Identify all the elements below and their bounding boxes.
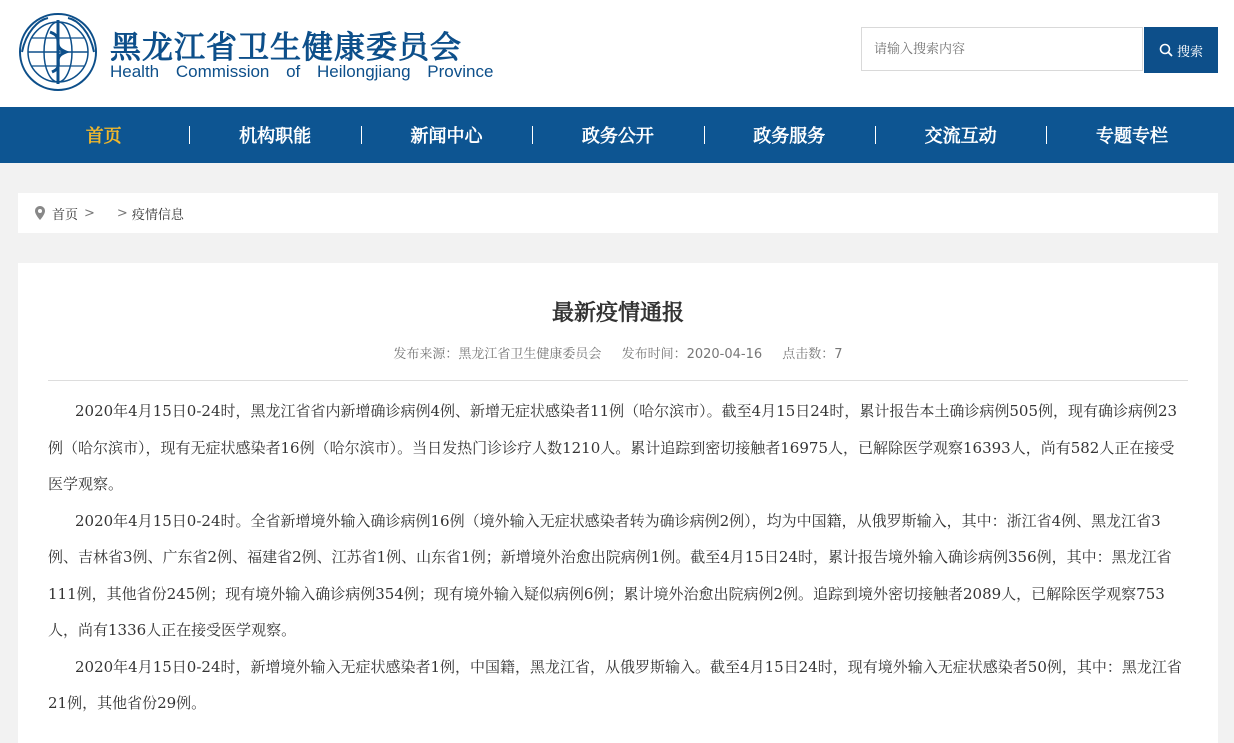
article-source: 发布来源：黑龙江省卫生健康委员会 [393, 347, 602, 362]
search-icon [1159, 43, 1173, 57]
article-paragraph: 2020年4月15日0-24时，新增境外输入无症状感染者1例，中国籍，黑龙江省，从俄罗斯输入。截至4月15日24时，现有境外输入无症状感染者50例，其中：黑龙江省21例，其他省份29例。 [48, 657, 1182, 712]
article-container [18, 263, 1218, 743]
divider [48, 380, 1188, 381]
breadcrumb-current[interactable]: 疫情信息 [131, 207, 184, 223]
site-title: 黑龙江省卫生健康委员会 [110, 30, 462, 66]
article-paragraph: 2020年4月15日0-24时，黑龙江省省内新增确诊病例4例、新增无症状感染者11例（哈尔滨市）。截至4月15日24时，累计报告本土确诊病例505例，现有确诊病例23例（哈尔滨市），现有无症状感染者16例（哈尔滨市）。当日发热门诊诊疗人数1210人。累计追踪到密切接触者16975人，已解除医学观察16393人，尚有582人正在接受医学观察。 [48, 402, 1178, 493]
nav-item-home[interactable]: 首页 [85, 126, 122, 147]
breadcrumb [18, 193, 1218, 233]
emblem-logo[interactable] [18, 12, 98, 92]
breadcrumb-separator: > [116, 205, 128, 221]
article-meta [18, 343, 1218, 362]
nav-item-gov-services[interactable]: 政务服务 [704, 107, 875, 163]
article-clicks: 点击数：7 [782, 347, 843, 362]
site-header [0, 0, 1234, 107]
article-title: 最新疫情通报 [551, 301, 684, 326]
nav-item-special-topics[interactable]: 专题专栏 [1046, 107, 1217, 163]
breadcrumb-separator: > [84, 205, 95, 221]
search-button[interactable] [1144, 27, 1218, 73]
article-date: 发布时间：2020-04-16 [621, 347, 763, 362]
article-paragraph: 2020年4月15日0-24时。全省新增境外输入确诊病例16例（境外输入无症状感染者转为确诊病例2例），均为中国籍，从俄罗斯输入，其中：浙江省4例、黑龙江省3例、吉林省3例、广东省2例、福建省2例、江苏省1例、山东省1例；新增境外治愈出院病例1例。截至4月15日24时，累计报告境外输入确诊病例356例，其中：黑龙江省111例，其他省份245例；现有境外输入确诊病例354例；现有境外输入疑似病例6例；累计境外治愈出院病例2例。追踪到境外密切接触者2089人，已解除医学观察753人，尚有1336人正在接受医学观察。 [48, 511, 1172, 639]
site-subtitle: Health Commission of Heilongjiang Province [110, 62, 494, 81]
nav-item-news[interactable]: 新闻中心 [361, 107, 532, 163]
search-button-label: 搜索 [1176, 43, 1203, 59]
article-body [48, 393, 1188, 722]
breadcrumb-home-link[interactable]: 首页 [52, 207, 79, 223]
search-input[interactable] [861, 27, 1143, 71]
nav-item-gov-affairs[interactable]: 政务公开 [532, 107, 703, 163]
nav-item-interaction[interactable]: 交流互动 [875, 107, 1046, 163]
nav-item-functions[interactable]: 机构职能 [189, 107, 360, 163]
location-pin-icon [35, 206, 45, 220]
main-nav [0, 107, 1234, 163]
